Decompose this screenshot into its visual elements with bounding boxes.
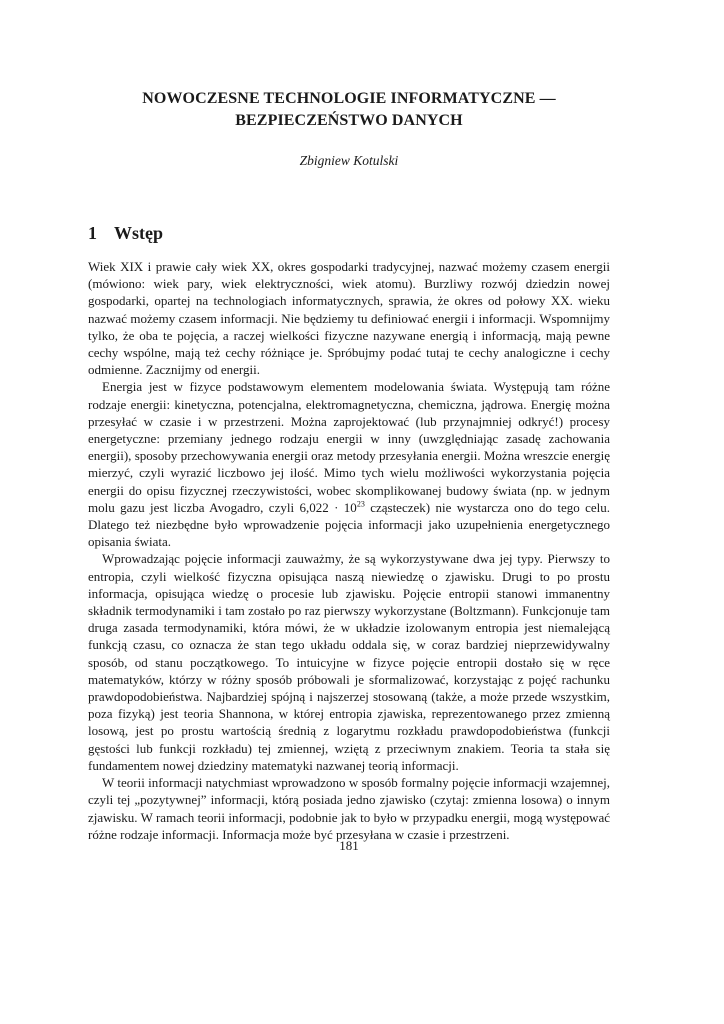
paragraph-2-part-1: Energia jest w fizyce podstawowym elementem modelowania świata. Występują tam różne rodzaje energii: kinetyczna, potencjalna, elektromagnetyczna, chemiczna, jądrowa. Energię można przesyłać w czasie i w przestrzeni. Można zaprojektować (lub przynajmniej odkryć!) procesy energetyczne: przemiany jednego rodzaju energii w inny (uwzględniając zasadę zachowania energii), sposoby przechowywania energii oraz metody przesyłania energii. Można wreszcie energię mierzyć, czyli wyrazić liczbowo jej ilość. Mimo tych wielu możliwości wykorzystania pojęcia energii do opisu fizycznej rzeczywistości, wobec skomplikowanej budowy świata (np. w jednym molu gazu jest liczba Avogadro, czyli 6,022 · 10 <box>88 379 610 515</box>
paragraph-4: W teorii informacji natychmiast wprowadzono w sposób formalny pojęcie informacji wzajemnej, czyli tej „pozytywnej” informacji, którą posiada jedno zjawisko (czytaj: zmienna losowa) o innym zjawisku. W ramach teorii informacji, podobnie jak to było w przypadku energii, mogą występować różne rodzaje informacji. Informacja może być przesyłana w czasie i przestrzeni. <box>88 775 610 842</box>
paragraph-2 <box>88 378 610 550</box>
paragraph-1: Wiek XIX i prawie cały wiek XX, okres gospodarki tradycyjnej, nazwać możemy czasem energii (mówiono: wiek pary, wiek elektryczności, wiek atomu). Burzliwy rozwój dziedzin nowej gospodarki, opartej na technologiach informatycznych, sprawia, że okres od połowy XX. wieku nazwać możemy czasem informacji. Nie będziemy tu definiować energii i informacji. Wspomnijmy tylko, że oba te pojęcia, a raczej wielkości fizyczne nazywane energią i informacją, mają pewne cechy wspólne, mają też cechy różniące je. Spróbujmy podać tutaj te cechy analogiczne i cechy odmienne. Zacznijmy od energii. <box>88 259 610 378</box>
document-page <box>88 0 610 1024</box>
section-title: Wstęp <box>114 223 163 243</box>
page-title <box>88 88 610 132</box>
section-number: 1 <box>88 223 97 243</box>
title-line-1: NOWOCZESNE TECHNOLOGIE INFORMATYCZNE — <box>142 90 556 107</box>
section-heading <box>88 222 163 244</box>
paragraph-2-part-2: cząsteczek) nie wystarcza ono do tego celu. Dlatego też niezbędne było wprowadzenie pojęcia informacji jako uzupełnienia energetycznego opisania świata. <box>88 499 611 550</box>
exponent: 23 <box>356 499 365 509</box>
author-name: Zbigniew Kotulski <box>299 153 399 168</box>
paragraph-3: Wprowadzając pojęcie informacji zauważmy, że są wykorzystywane dwa jej typy. Pierwszy to entropia, czyli wielkość fizyczna opisująca naszą niewiedzę o zjawisku. Drugi to po prostu informacja, opisująca wiedzę o procesie lub zjawisku. Pojęcie entropii stanowi immanentny składnik termodynamiki i tam zostało po raz pierwszy wykorzystane (Boltzmann). Funkcjonuje tam druga zasada termodynamiki, która mówi, że w układzie izolowanym entropia jest niemalejącą funkcją czasu, co oznacza że stan tego układu oddala się, w coraz bardziej nieprzewidywalny sposób, od stanu początkowego. To intuicyjne w fizyce pojęcie entropii dostało się w ręce matematyków, którzy w różny sposób próbowali je sformalizować, korzystając z pojęć rachunku prawdopodobieństwa. Najbardziej spójną i najszerzej stosowaną (także, a może przede wszystkim, poza fizyką) jest teoria Shannona, w której entropia zjawiska, reprezentowanego przez zmienną losową, jest po prostu wartością średnią z logarytmu rozkładu prawdopodobieństwa (funkcji gęstości lub funkcji rozkładu) tej zmiennej, wziętą z przeciwnym znakiem. Teoria ta stała się fundamentem nowej dziedziny matematyki nazwanej teorią informacji. <box>88 551 610 773</box>
body-text <box>88 258 610 843</box>
title-line-2: BEZPIECZEŃSTWO DANYCH <box>235 112 463 129</box>
page-number: 181 <box>339 838 359 853</box>
